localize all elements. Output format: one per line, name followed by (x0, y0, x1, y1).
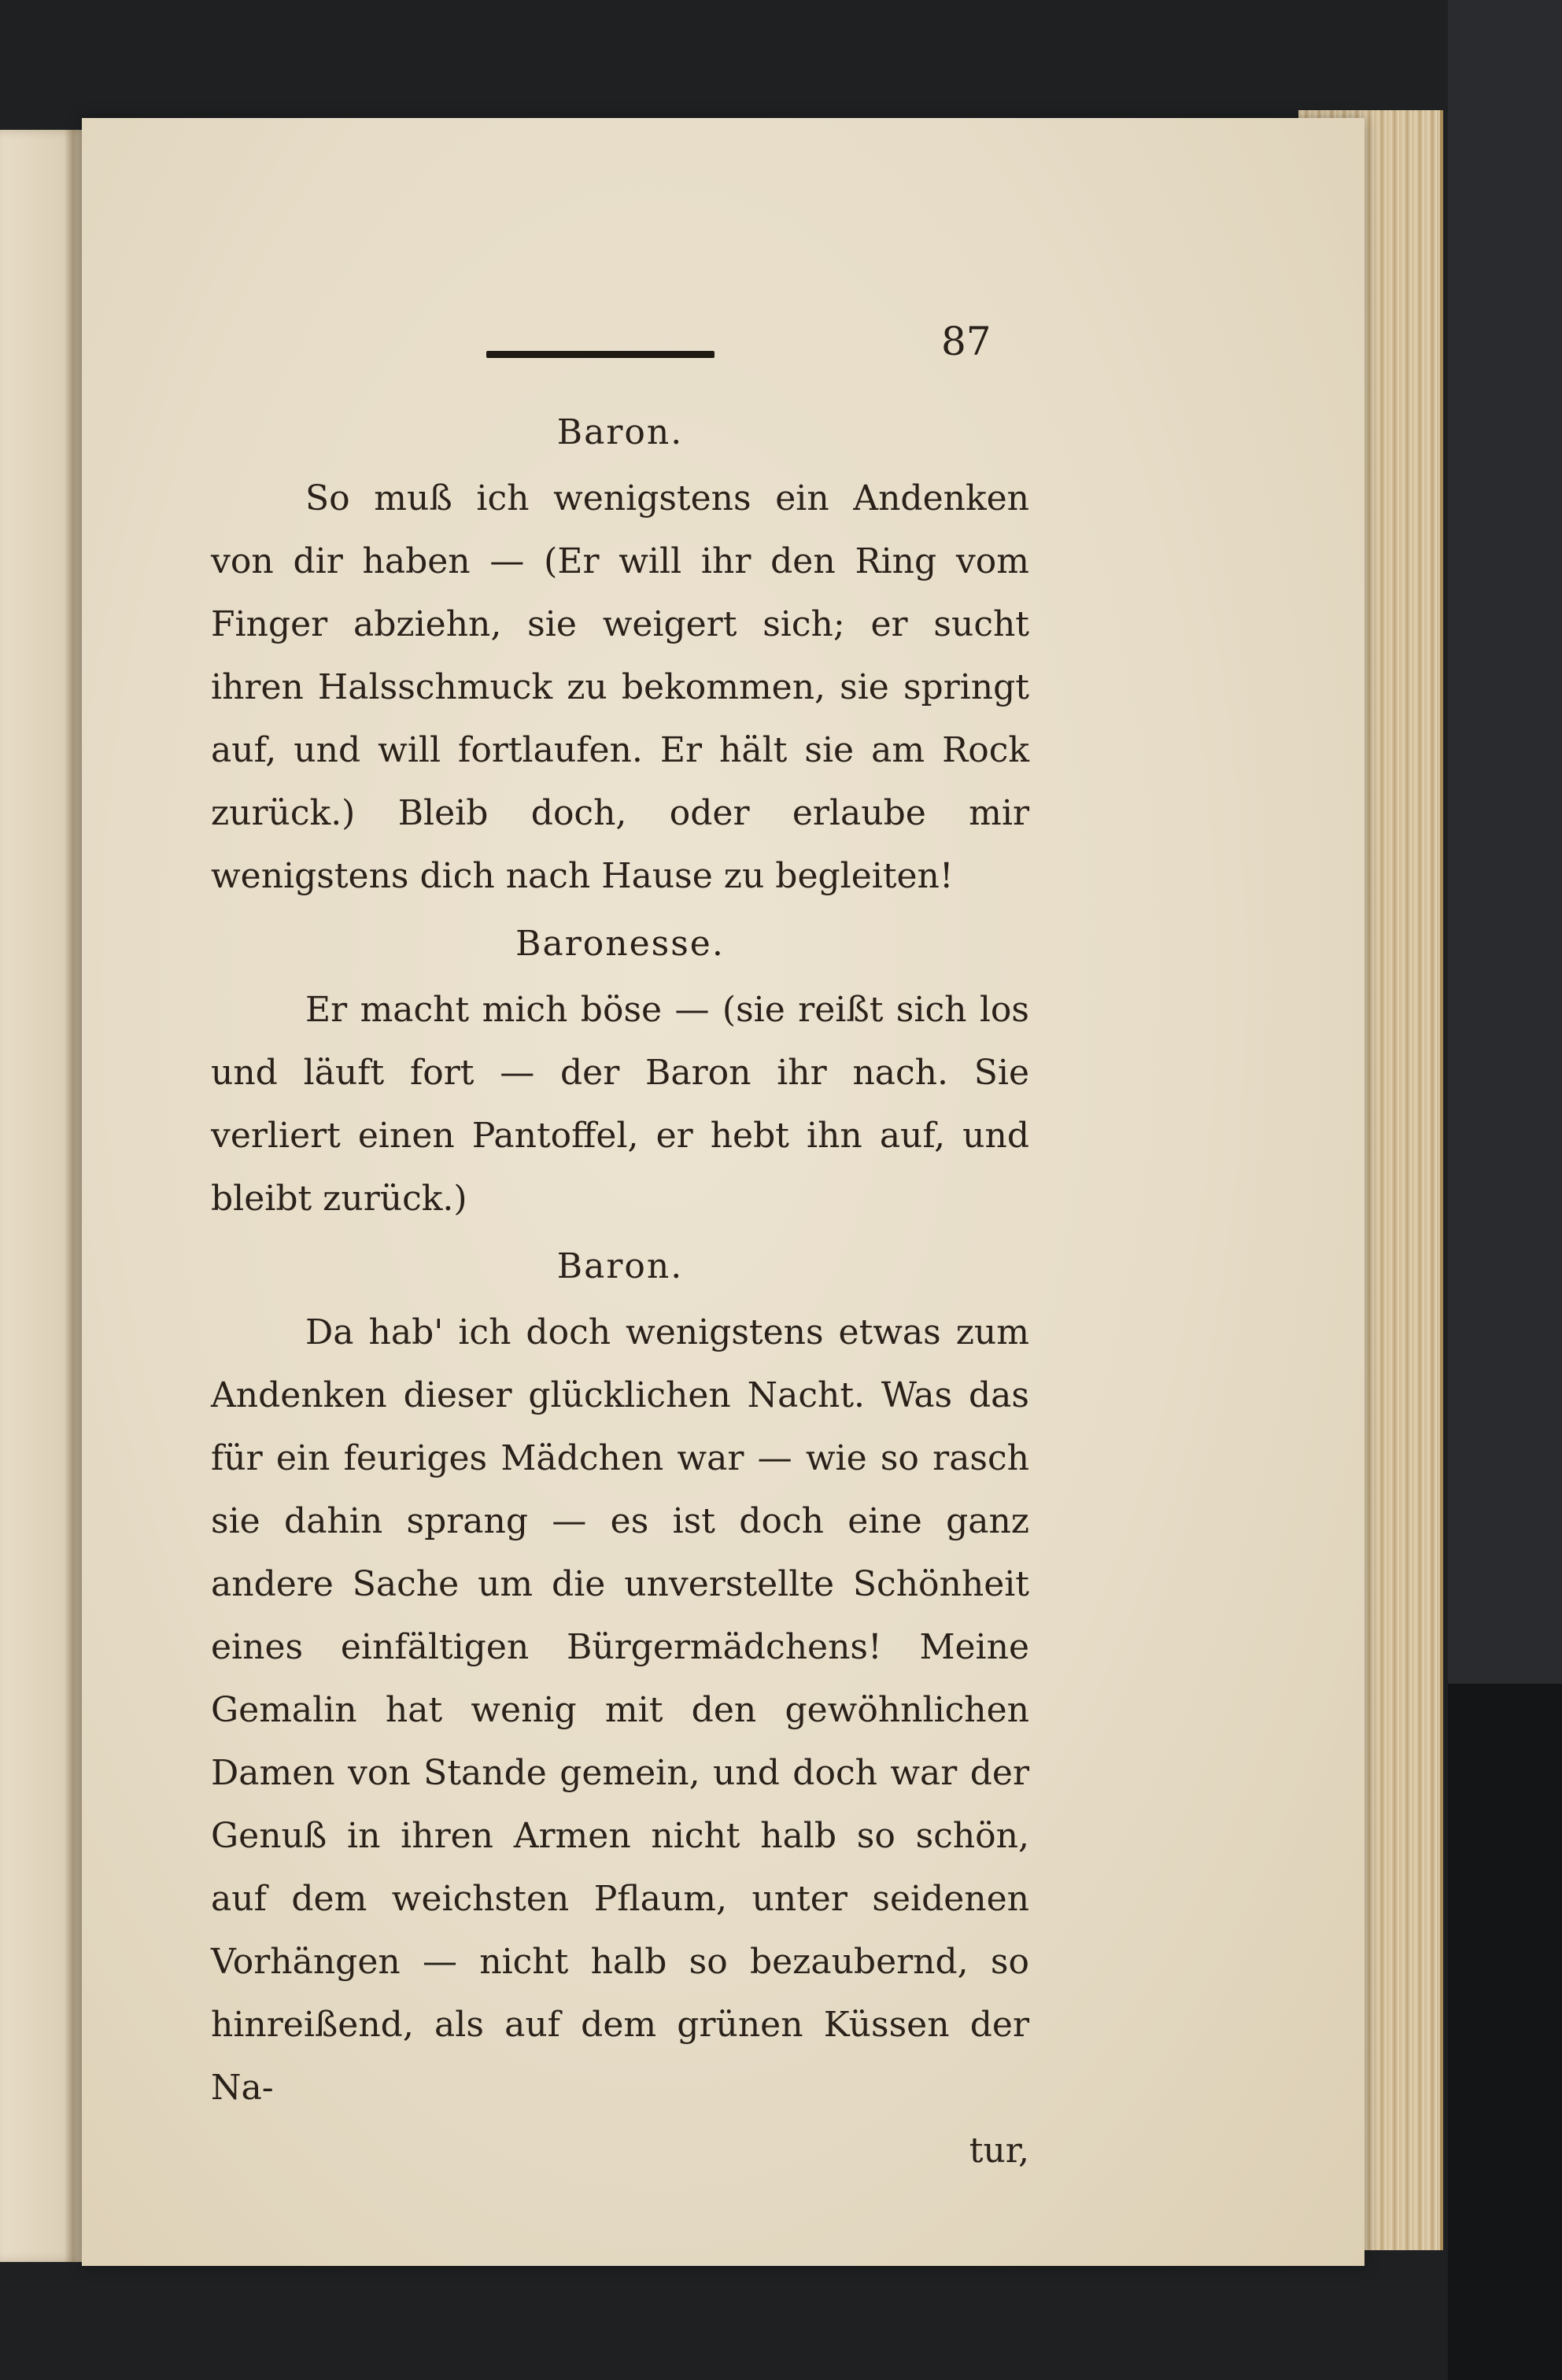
page-number: 87 (941, 319, 991, 364)
speaker-label: Baron. (556, 412, 684, 452)
book-gutter (65, 130, 82, 2262)
page-text (211, 315, 1029, 2183)
catchword: tur, (969, 2131, 1029, 2171)
backdrop-shadow (1448, 1684, 1562, 2380)
paragraph: So muß ich wenigstens ein Andenken von dir haben — (Er will ihr den Ring vom Finger abziehn, sie weigert sich; er sucht ihren Halsschmuck zu bekommen, sie springt auf, und will fortlaufen. Er hält sie am Rock zurück.) Bleib doch, oder erlaube mir wenigstens dich nach Hause zu begleiten! (211, 478, 1029, 896)
speaker-label: Baron. (556, 1246, 684, 1286)
paragraph: Er macht mich böse — (sie reißt sich los und läuft fort — der Baron ihr nach. Sie verliert einen Pantoffel, er hebt ihn auf, und bleibt zurück.) (211, 990, 1029, 1219)
paragraph: Da hab' ich doch wenigstens etwas zum Andenken dieser glücklichen Nacht. Was das für ein feuriges Mädchen war — wie so rasch sie dahin sprang — es ist doch eine ganz andere Sache um die unverstellte Schönheit eines einfältigen Bürgermädchens! Meine Gemalin hat wenig mit den gewöhnlichen Damen von Stande gemein, und doch war der Genuß in ihren Armen nicht halb so schön, auf dem weichsten Pflaum, unter seidenen Vorhängen — nicht halb so bezaubernd, so hinreißend, als auf dem grünen Küssen der Na- (211, 1312, 1029, 2108)
speaker-label: Baronesse. (515, 924, 725, 964)
